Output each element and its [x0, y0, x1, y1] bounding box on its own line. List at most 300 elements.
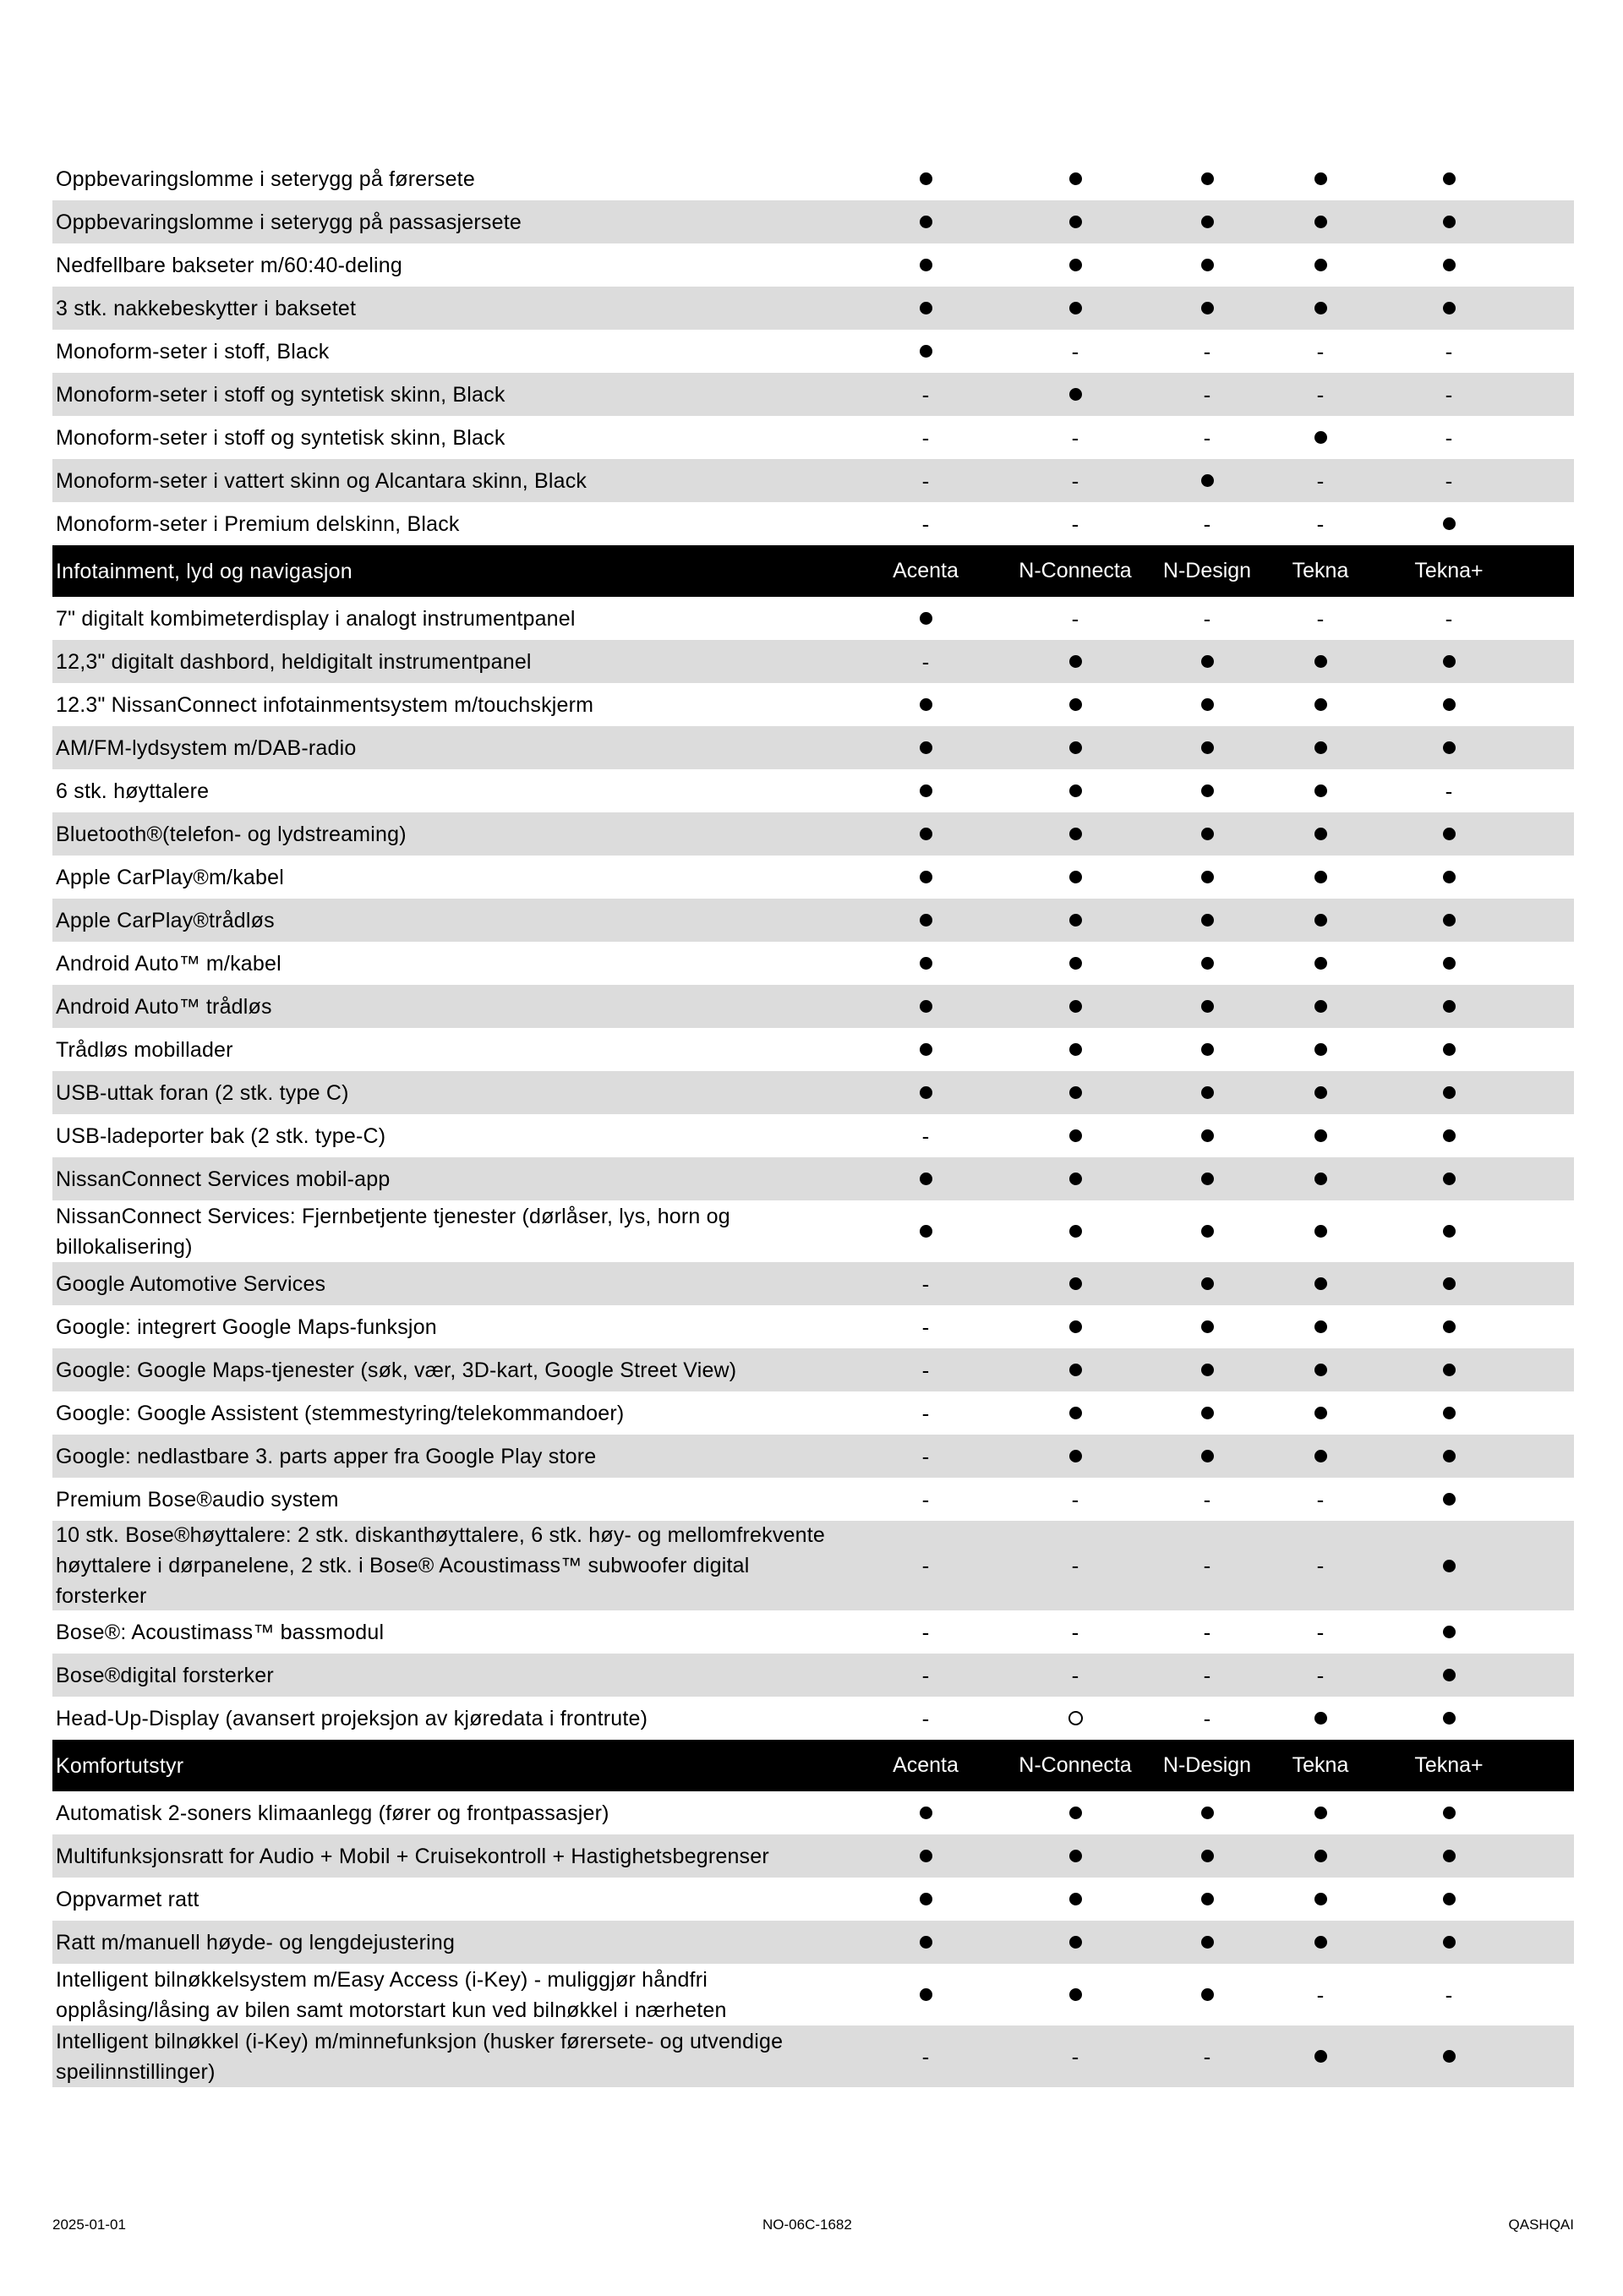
- feature-label: NissanConnect Services mobil-app: [56, 1167, 391, 1191]
- dash-text: -: [1445, 424, 1453, 451]
- dash-text: -: [921, 511, 930, 537]
- not-available-dash: [1008, 1478, 1143, 1521]
- table-row: [52, 899, 1574, 942]
- standard-dot-icon: [1008, 1791, 1143, 1834]
- feature-label: Premium Bose®audio system: [56, 1487, 339, 1512]
- table-row: [52, 1262, 1574, 1305]
- standard-dot-icon: [858, 1157, 993, 1200]
- standard-dot-icon: [1253, 1435, 1388, 1478]
- table-row: [52, 416, 1574, 459]
- dash-text: -: [1316, 605, 1325, 631]
- dash-text: -: [1203, 1705, 1211, 1731]
- feature-label: Ratt m/manuell høyde- og lengdejustering: [56, 1930, 456, 1954]
- table-row: [52, 502, 1574, 545]
- not-available-dash: [1008, 2025, 1143, 2087]
- not-available-dash: [1008, 1610, 1143, 1654]
- standard-dot-icon: [1381, 1791, 1516, 1834]
- dash-text: -: [921, 424, 930, 451]
- filled-dot-icon: [1314, 698, 1327, 711]
- feature-label: 12.3" NissanConnect infotainmentsystem m/touchskjerm: [56, 692, 594, 717]
- filled-dot-icon: [1314, 1086, 1327, 1099]
- table-row: [52, 1157, 1574, 1200]
- filled-dot-icon: [1201, 1988, 1214, 2001]
- filled-dot-icon: [1201, 1450, 1214, 1462]
- standard-dot-icon: [1253, 2025, 1388, 2087]
- column-header: Tekna: [1292, 559, 1349, 582]
- table-row: [52, 1921, 1574, 1964]
- standard-dot-icon: [1008, 1964, 1143, 2025]
- standard-dot-icon: [1253, 1391, 1388, 1435]
- standard-dot-icon: [1253, 1791, 1388, 1834]
- filled-dot-icon: [920, 259, 932, 271]
- not-available-dash: [1008, 502, 1143, 545]
- standard-dot-icon: [1253, 1305, 1388, 1348]
- standard-dot-icon: [858, 157, 993, 200]
- dash-text: -: [921, 467, 930, 494]
- table-row: [52, 1964, 1574, 2025]
- not-available-dash: [1381, 597, 1516, 640]
- standard-dot-icon: [858, 985, 993, 1028]
- dash-text: -: [921, 1662, 930, 1688]
- filled-dot-icon: [1443, 1364, 1456, 1376]
- filled-dot-icon: [920, 1893, 932, 1905]
- standard-dot-icon: [1253, 942, 1388, 985]
- filled-dot-icon: [1314, 1173, 1327, 1185]
- filled-dot-icon: [1201, 871, 1214, 883]
- filled-dot-icon: [1201, 216, 1214, 228]
- not-available-dash: [1253, 459, 1388, 502]
- not-available-dash: [1381, 416, 1516, 459]
- table-row: [52, 597, 1574, 640]
- not-available-dash: [858, 1654, 993, 1697]
- dash-text: -: [1071, 2043, 1079, 2069]
- dash-text: -: [921, 1357, 930, 1383]
- standard-dot-icon: [1381, 1391, 1516, 1435]
- not-available-dash: [858, 1305, 993, 1348]
- table-row: [52, 1834, 1574, 1878]
- filled-dot-icon: [1314, 1850, 1327, 1862]
- filled-dot-icon: [1201, 741, 1214, 754]
- filled-dot-icon: [1069, 1086, 1082, 1099]
- dash-text: -: [1203, 1553, 1211, 1578]
- standard-dot-icon: [1381, 1071, 1516, 1114]
- standard-dot-icon: [1008, 373, 1143, 416]
- feature-label: Google: Google Assistent (stemmestyring/telekommandoer): [56, 1401, 625, 1425]
- standard-dot-icon: [1008, 287, 1143, 330]
- not-available-dash: [858, 1391, 993, 1435]
- filled-dot-icon: [1314, 914, 1327, 927]
- filled-dot-icon: [1443, 1936, 1456, 1949]
- standard-dot-icon: [1253, 1348, 1388, 1391]
- feature-label: Nedfellbare bakseter m/60:40-deling: [56, 253, 403, 277]
- filled-dot-icon: [1069, 1936, 1082, 1949]
- filled-dot-icon: [1069, 655, 1082, 668]
- feature-label: Monoform-seter i stoff, Black: [56, 339, 330, 364]
- table-row: [52, 1478, 1574, 1521]
- filled-dot-icon: [1069, 1043, 1082, 1056]
- filled-dot-icon: [1201, 1936, 1214, 1949]
- feature-label: Automatisk 2-soners klimaanlegg (fører og frontpassasjer): [56, 1801, 609, 1825]
- filled-dot-icon: [1314, 1936, 1327, 1949]
- dash-text: -: [1203, 338, 1211, 364]
- filled-dot-icon: [1443, 1893, 1456, 1905]
- standard-dot-icon: [858, 330, 993, 373]
- dash-text: -: [921, 1271, 930, 1297]
- standard-dot-icon: [1253, 769, 1388, 812]
- dash-text: -: [1316, 1553, 1325, 1578]
- dash-text: -: [1316, 338, 1325, 364]
- table-row: [52, 812, 1574, 856]
- not-available-dash: [858, 1435, 993, 1478]
- filled-dot-icon: [1069, 302, 1082, 314]
- section-title: Komfortutstyr: [56, 1753, 184, 1778]
- filled-dot-icon: [1314, 259, 1327, 271]
- table-row: [52, 373, 1574, 416]
- not-available-dash: [1381, 769, 1516, 812]
- table-row: [52, 330, 1574, 373]
- standard-dot-icon: [1008, 1878, 1143, 1921]
- standard-dot-icon: [1253, 1921, 1388, 1964]
- not-available-dash: [858, 1262, 993, 1305]
- filled-dot-icon: [920, 1988, 932, 2001]
- filled-dot-icon: [1314, 1225, 1327, 1238]
- dash-text: -: [1071, 1662, 1079, 1688]
- table-row: [52, 640, 1574, 683]
- standard-dot-icon: [1381, 899, 1516, 942]
- column-header: Tekna+: [1414, 1753, 1484, 1777]
- standard-dot-icon: [858, 856, 993, 899]
- table-row: [52, 1610, 1574, 1654]
- filled-dot-icon: [920, 871, 932, 883]
- standard-dot-icon: [1008, 1348, 1143, 1391]
- standard-dot-icon: [1381, 985, 1516, 1028]
- filled-dot-icon: [1443, 1277, 1456, 1290]
- filled-dot-icon: [1201, 1277, 1214, 1290]
- table-row: [52, 200, 1574, 243]
- feature-label: Android Auto™ trådløs: [56, 994, 272, 1019]
- filled-dot-icon: [1201, 1225, 1214, 1238]
- table-row: [52, 243, 1574, 287]
- filled-dot-icon: [1201, 259, 1214, 271]
- filled-dot-icon: [1314, 957, 1327, 970]
- filled-dot-icon: [1069, 1407, 1082, 1419]
- footer-date: 2025-01-01: [52, 2217, 126, 2233]
- dash-text: -: [1445, 338, 1453, 364]
- not-available-dash: [1253, 1521, 1388, 1610]
- standard-dot-icon: [1381, 1697, 1516, 1740]
- filled-dot-icon: [1443, 172, 1456, 185]
- table-row: [52, 1305, 1574, 1348]
- column-header: N-Design: [1162, 559, 1252, 582]
- dash-text: -: [1316, 381, 1325, 407]
- dash-text: -: [1071, 1553, 1079, 1578]
- feature-label: Bluetooth®(telefon- og lydstreaming): [56, 822, 407, 846]
- feature-label: Google: nedlastbare 3. parts apper fra Google Play store: [56, 1444, 597, 1468]
- filled-dot-icon: [1069, 1225, 1082, 1238]
- standard-dot-icon: [1008, 640, 1143, 683]
- filled-dot-icon: [1069, 1000, 1082, 1013]
- standard-dot-icon: [1253, 899, 1388, 942]
- filled-dot-icon: [1201, 1000, 1214, 1013]
- standard-dot-icon: [1253, 640, 1388, 683]
- filled-dot-icon: [920, 914, 932, 927]
- not-available-dash: [858, 1697, 993, 1740]
- dash-text: -: [1071, 424, 1079, 451]
- dash-text: -: [1316, 1982, 1325, 2008]
- feature-label: 7" digitalt kombimeterdisplay i analogt instrumentpanel: [56, 606, 576, 631]
- filled-dot-icon: [1314, 1129, 1327, 1142]
- dash-text: -: [1203, 1619, 1211, 1645]
- table-row: [52, 1878, 1574, 1921]
- section-header: [52, 1740, 1574, 1791]
- filled-dot-icon: [1314, 1277, 1327, 1290]
- standard-dot-icon: [1381, 640, 1516, 683]
- dash-text: -: [921, 1400, 930, 1426]
- standard-dot-icon: [1381, 1262, 1516, 1305]
- filled-dot-icon: [1443, 216, 1456, 228]
- standard-dot-icon: [1008, 1391, 1143, 1435]
- dash-text: -: [921, 1443, 930, 1469]
- filled-dot-icon: [1069, 1129, 1082, 1142]
- dash-text: -: [1071, 605, 1079, 631]
- standard-dot-icon: [1381, 502, 1516, 545]
- feature-label: NissanConnect Services: Fjernbetjente tjenester (dørlåser, lys, horn og billokalisering): [56, 1204, 730, 1259]
- feature-label: Monoform-seter i vattert skinn og Alcantara skinn, Black: [56, 468, 587, 493]
- filled-dot-icon: [1443, 1320, 1456, 1333]
- dash-text: -: [921, 381, 930, 407]
- standard-dot-icon: [1381, 1610, 1516, 1654]
- filled-dot-icon: [1069, 741, 1082, 754]
- dash-text: -: [921, 648, 930, 675]
- filled-dot-icon: [1443, 828, 1456, 840]
- feature-label: 3 stk. nakkebeskytter i baksetet: [56, 296, 357, 320]
- not-available-dash: [858, 1114, 993, 1157]
- standard-dot-icon: [858, 812, 993, 856]
- standard-dot-icon: [1253, 200, 1388, 243]
- not-available-dash: [858, 1348, 993, 1391]
- standard-dot-icon: [1253, 1200, 1388, 1262]
- filled-dot-icon: [1314, 2050, 1327, 2063]
- feature-label: 10 stk. Bose®høyttalere: 2 stk. diskanthøyttalere, 6 stk. høy- og mellomfrekvente høyttalere i dørpanelene, 2 stk. i Bose® Acoustimass™ subwoofer digital forsterker: [56, 1523, 825, 1608]
- column-header: N-Design: [1162, 1753, 1252, 1777]
- standard-dot-icon: [858, 243, 993, 287]
- filled-dot-icon: [1443, 2050, 1456, 2063]
- standard-dot-icon: [1008, 856, 1143, 899]
- standard-dot-icon: [858, 683, 993, 726]
- hollow-ring-icon: [1068, 1711, 1083, 1725]
- standard-dot-icon: [1253, 1834, 1388, 1878]
- filled-dot-icon: [1069, 259, 1082, 271]
- standard-dot-icon: [1008, 942, 1143, 985]
- dash-text: -: [921, 1705, 930, 1731]
- filled-dot-icon: [1314, 1712, 1327, 1725]
- feature-label: Google: Google Maps-tjenester (søk, vær, 3D-kart, Google Street View): [56, 1358, 737, 1382]
- filled-dot-icon: [1201, 1173, 1214, 1185]
- filled-dot-icon: [1314, 1043, 1327, 1056]
- filled-dot-icon: [1069, 698, 1082, 711]
- table-row: [52, 459, 1574, 502]
- standard-dot-icon: [858, 1878, 993, 1921]
- footer-code: NO-06C-1682: [762, 2217, 852, 2233]
- filled-dot-icon: [1201, 1043, 1214, 1056]
- standard-dot-icon: [1253, 1071, 1388, 1114]
- filled-dot-icon: [1069, 1893, 1082, 1905]
- not-available-dash: [1253, 330, 1388, 373]
- dash-text: -: [1445, 467, 1453, 494]
- filled-dot-icon: [1201, 1129, 1214, 1142]
- standard-dot-icon: [1381, 942, 1516, 985]
- table-row: [52, 856, 1574, 899]
- filled-dot-icon: [1443, 698, 1456, 711]
- dash-text: -: [1071, 1619, 1079, 1645]
- standard-dot-icon: [1381, 683, 1516, 726]
- not-available-dash: [858, 1610, 993, 1654]
- filled-dot-icon: [920, 216, 932, 228]
- filled-dot-icon: [1443, 1712, 1456, 1725]
- feature-label: Bose®digital forsterker: [56, 1663, 274, 1687]
- standard-dot-icon: [1008, 1834, 1143, 1878]
- not-available-dash: [858, 1478, 993, 1521]
- filled-dot-icon: [920, 1225, 932, 1238]
- feature-label: Oppvarmet ratt: [56, 1887, 199, 1911]
- standard-dot-icon: [858, 1791, 993, 1834]
- filled-dot-icon: [1314, 431, 1327, 444]
- not-available-dash: [1253, 1478, 1388, 1521]
- table-row: [52, 1200, 1574, 1262]
- filled-dot-icon: [920, 1000, 932, 1013]
- dash-text: -: [1071, 467, 1079, 494]
- standard-dot-icon: [1381, 1200, 1516, 1262]
- dash-text: -: [921, 1553, 930, 1578]
- not-available-dash: [858, 459, 993, 502]
- standard-dot-icon: [1253, 1114, 1388, 1157]
- filled-dot-icon: [1443, 1807, 1456, 1819]
- filled-dot-icon: [1201, 1407, 1214, 1419]
- dash-text: -: [1445, 1982, 1453, 2008]
- feature-label: Google Automotive Services: [56, 1271, 326, 1296]
- standard-dot-icon: [1253, 683, 1388, 726]
- feature-label: Bose®: Acoustimass™ bassmodul: [56, 1620, 385, 1644]
- table-row: [52, 1521, 1574, 1610]
- feature-label: 6 stk. høyttalere: [56, 779, 210, 803]
- dash-text: -: [1316, 467, 1325, 494]
- filled-dot-icon: [920, 784, 932, 797]
- standard-dot-icon: [1381, 856, 1516, 899]
- feature-label: AM/FM-lydsystem m/DAB-radio: [56, 735, 357, 760]
- filled-dot-icon: [1443, 1086, 1456, 1099]
- column-header: N-Connecta: [1019, 559, 1132, 582]
- table-row: [52, 1697, 1574, 1740]
- standard-dot-icon: [1381, 157, 1516, 200]
- filled-dot-icon: [1443, 1225, 1456, 1238]
- filled-dot-icon: [1069, 871, 1082, 883]
- filled-dot-icon: [1069, 388, 1082, 401]
- dash-text: -: [1203, 1486, 1211, 1512]
- not-available-dash: [1008, 459, 1143, 502]
- filled-dot-icon: [1443, 741, 1456, 754]
- table-row: [52, 985, 1574, 1028]
- feature-label: Google: integrert Google Maps-funksjon: [56, 1315, 437, 1339]
- filled-dot-icon: [1069, 914, 1082, 927]
- filled-dot-icon: [1069, 1364, 1082, 1376]
- standard-dot-icon: [1381, 1921, 1516, 1964]
- not-available-dash: [1381, 373, 1516, 416]
- not-available-dash: [858, 1521, 993, 1610]
- filled-dot-icon: [1314, 741, 1327, 754]
- standard-dot-icon: [1008, 985, 1143, 1028]
- not-available-dash: [1253, 373, 1388, 416]
- not-available-dash: [1253, 1654, 1388, 1697]
- filled-dot-icon: [1201, 172, 1214, 185]
- filled-dot-icon: [1201, 1364, 1214, 1376]
- table-row: [52, 1114, 1574, 1157]
- filled-dot-icon: [920, 1850, 932, 1862]
- filled-dot-icon: [1069, 1277, 1082, 1290]
- filled-dot-icon: [920, 1086, 932, 1099]
- not-available-dash: [858, 416, 993, 459]
- filled-dot-icon: [1201, 914, 1214, 927]
- dash-text: -: [1071, 338, 1079, 364]
- column-header: Tekna: [1292, 1753, 1349, 1777]
- filled-dot-icon: [920, 612, 932, 625]
- dash-text: -: [1445, 381, 1453, 407]
- table-row: [52, 769, 1574, 812]
- not-available-dash: [1253, 597, 1388, 640]
- standard-dot-icon: [1381, 1521, 1516, 1610]
- standard-dot-icon: [1008, 1262, 1143, 1305]
- standard-dot-icon: [858, 287, 993, 330]
- filled-dot-icon: [1443, 517, 1456, 530]
- filled-dot-icon: [920, 741, 932, 754]
- option-ring-icon: [1008, 1697, 1143, 1740]
- column-header: Tekna+: [1414, 559, 1484, 582]
- feature-label: Oppbevaringslomme i seterygg på passasjersete: [56, 210, 522, 234]
- table-row: [52, 726, 1574, 769]
- table-row: [52, 1348, 1574, 1391]
- feature-label: Intelligent bilnøkkel (i-Key) m/minnefunksjon (husker førersete- og utvendige speilinnstillinger): [56, 2029, 784, 2084]
- filled-dot-icon: [1443, 1000, 1456, 1013]
- standard-dot-icon: [1253, 157, 1388, 200]
- standard-dot-icon: [1008, 726, 1143, 769]
- filled-dot-icon: [1201, 474, 1214, 487]
- standard-dot-icon: [858, 597, 993, 640]
- standard-dot-icon: [858, 899, 993, 942]
- filled-dot-icon: [1201, 1320, 1214, 1333]
- table-row: [52, 1435, 1574, 1478]
- not-available-dash: [858, 2025, 993, 2087]
- section-title: Infotainment, lyd og navigasjon: [56, 559, 352, 583]
- filled-dot-icon: [1314, 172, 1327, 185]
- dash-text: -: [1203, 2043, 1211, 2069]
- filled-dot-icon: [1443, 1129, 1456, 1142]
- standard-dot-icon: [1008, 1435, 1143, 1478]
- filled-dot-icon: [1069, 172, 1082, 185]
- section-header: [52, 545, 1574, 597]
- filled-dot-icon: [920, 302, 932, 314]
- standard-dot-icon: [1381, 1435, 1516, 1478]
- column-header: Acenta: [893, 559, 959, 582]
- not-available-dash: [1253, 1964, 1388, 2025]
- standard-dot-icon: [858, 1834, 993, 1878]
- filled-dot-icon: [1201, 957, 1214, 970]
- dash-text: -: [1316, 1662, 1325, 1688]
- not-available-dash: [1253, 502, 1388, 545]
- standard-dot-icon: [1381, 726, 1516, 769]
- filled-dot-icon: [1314, 828, 1327, 840]
- not-available-dash: [858, 640, 993, 683]
- table-row: [52, 2025, 1574, 2087]
- feature-label: Oppbevaringslomme i seterygg på førersete: [56, 167, 475, 191]
